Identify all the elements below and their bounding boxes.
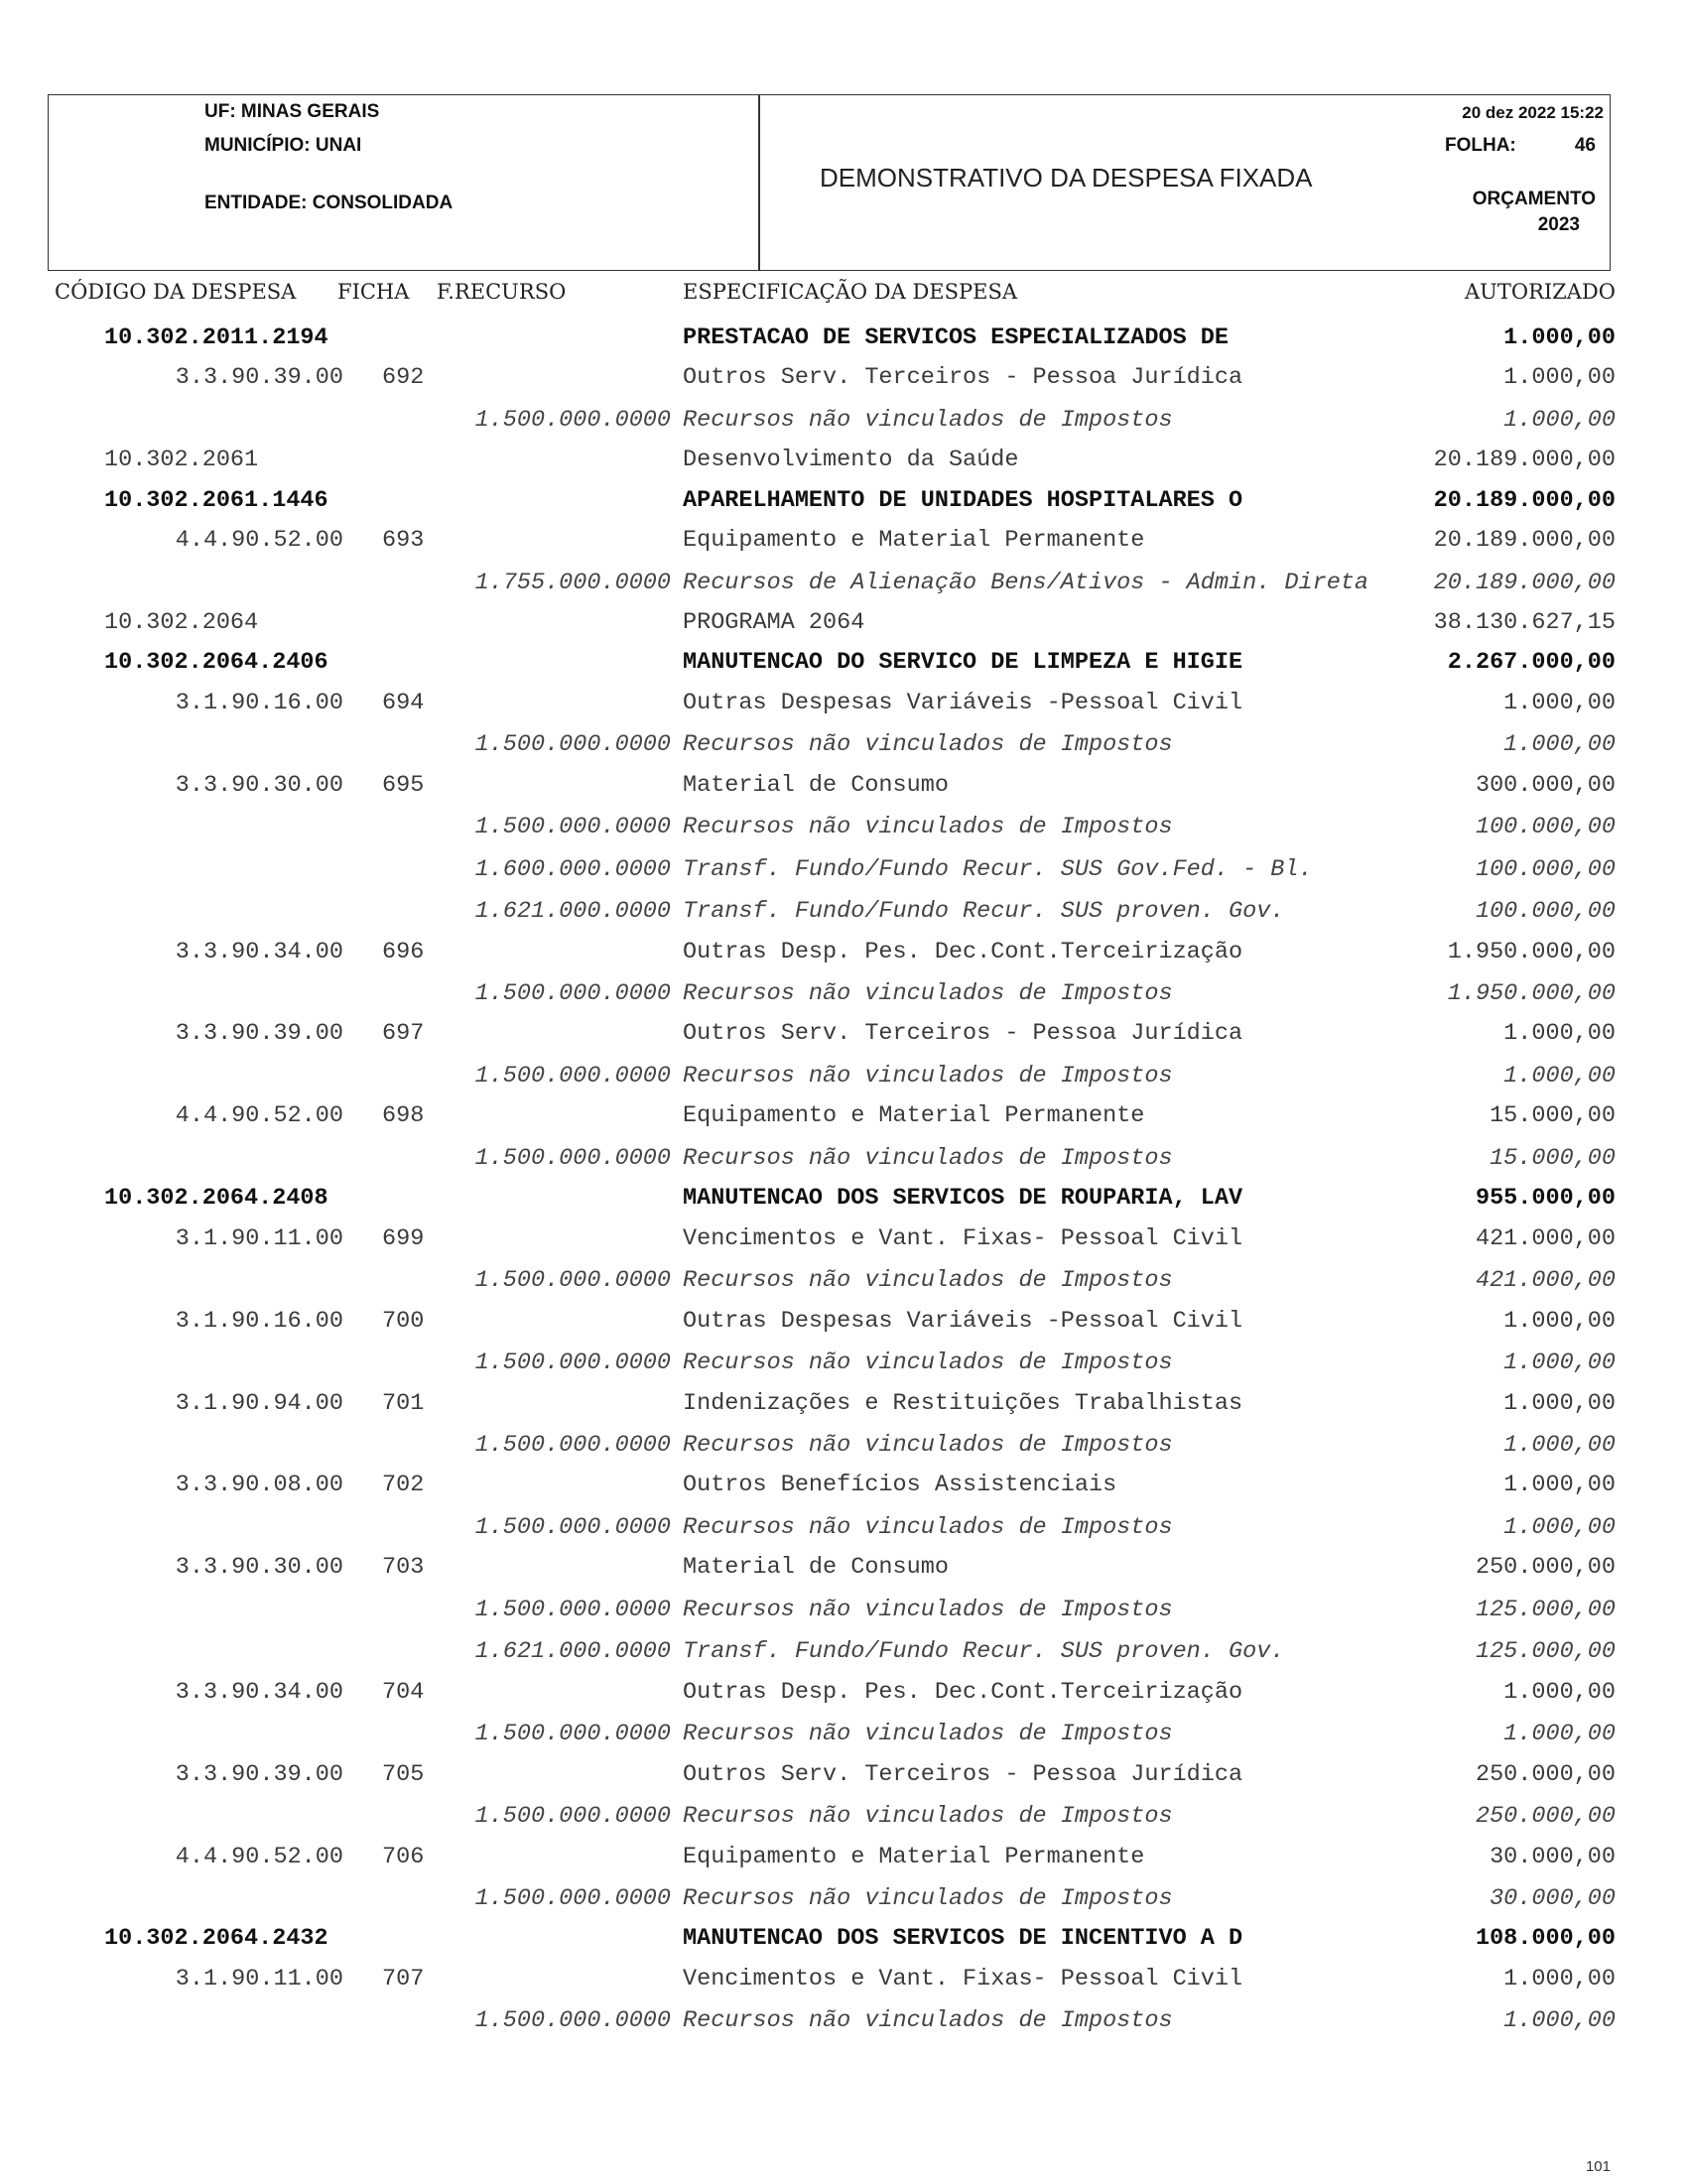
- authorized-value: 38.130.627,15: [1433, 609, 1616, 636]
- expense-specification: Recursos não vinculados de Impostos: [683, 1597, 1173, 1623]
- fonte-recurso: 1.500.000.0000: [474, 980, 671, 1007]
- authorized-value: 1.000,00: [1503, 1063, 1616, 1090]
- expense-specification: Recursos não vinculados de Impostos: [683, 1885, 1173, 1912]
- fonte-recurso: 1.500.000.0000: [474, 1721, 671, 1747]
- table-row: [0, 1803, 1688, 1841]
- authorized-value: 1.950.000,00: [1447, 980, 1616, 1007]
- expense-specification: Transf. Fundo/Fundo Recur. SUS proven. Gov.: [683, 898, 1285, 925]
- ficha-number: 706: [382, 1844, 425, 1870]
- authorized-value: 421.000,00: [1475, 1267, 1616, 1294]
- expense-code: 3.3.90.30.00: [175, 1554, 343, 1581]
- expense-specification: Transf. Fundo/Fundo Recur. SUS proven. Gov.: [683, 1638, 1285, 1665]
- authorized-value: 15.000,00: [1490, 1145, 1616, 1172]
- ficha-number: 694: [382, 690, 425, 716]
- table-row: [0, 1020, 1688, 1058]
- expense-specification: Outras Despesas Variáveis -Pessoal Civil: [683, 690, 1243, 716]
- fonte-recurso: 1.500.000.0000: [474, 1267, 671, 1294]
- header-divider: [758, 95, 760, 270]
- authorized-value: 108.000,00: [1475, 1925, 1616, 1952]
- table-row: [0, 1966, 1688, 2003]
- fonte-recurso: 1.500.000.0000: [474, 407, 671, 434]
- expense-code: 4.4.90.52.00: [175, 527, 343, 554]
- table-row: [0, 447, 1688, 484]
- table-row: [0, 407, 1688, 445]
- expense-specification: Vencimentos e Vant. Fixas- Pessoal Civil: [683, 1225, 1243, 1252]
- expense-specification: Outros Serv. Terceiros - Pessoa Jurídica: [683, 1761, 1243, 1788]
- table-row: [0, 1554, 1688, 1592]
- ficha-number: 702: [382, 1472, 425, 1498]
- folha-label: FOLHA:: [1445, 135, 1516, 156]
- authorized-value: 1.000,00: [1503, 407, 1616, 434]
- column-header-ficha: FICHA: [337, 280, 410, 304]
- table-row: [0, 1308, 1688, 1346]
- expense-code: 3.3.90.39.00: [175, 1020, 343, 1047]
- table-row: [0, 1761, 1688, 1799]
- ficha-number: 701: [382, 1390, 425, 1417]
- authorized-value: 250.000,00: [1475, 1803, 1616, 1830]
- fonte-recurso: 1.500.000.0000: [474, 1885, 671, 1912]
- expense-specification: Outros Serv. Terceiros - Pessoa Jurídica: [683, 1020, 1243, 1047]
- expense-specification: Desenvolvimento da Saúde: [683, 447, 1019, 473]
- report-header: [48, 94, 1611, 271]
- table-row: [0, 1885, 1688, 1923]
- table-row: [0, 856, 1688, 894]
- authorized-value: 250.000,00: [1475, 1554, 1616, 1581]
- column-header-autorizado: AUTORIZADO: [1464, 280, 1616, 304]
- table-row: [0, 1185, 1688, 1222]
- table-row: [0, 1349, 1688, 1387]
- expense-specification: Equipamento e Material Permanente: [683, 1844, 1145, 1870]
- fonte-recurso: 1.500.000.0000: [474, 1803, 671, 1830]
- table-row: [0, 1721, 1688, 1758]
- authorized-value: 1.000,00: [1503, 731, 1616, 758]
- uf-label: UF: MINAS GERAIS: [204, 101, 380, 122]
- fonte-recurso: 1.755.000.0000: [474, 570, 671, 596]
- table-row: [0, 1597, 1688, 1634]
- ficha-number: 697: [382, 1020, 425, 1047]
- expense-code: 3.3.90.34.00: [175, 939, 343, 965]
- table-row: [0, 527, 1688, 565]
- expense-specification: Recursos não vinculados de Impostos: [683, 980, 1173, 1007]
- expense-specification: MANUTENCAO DOS SERVICOS DE ROUPARIA, LAV: [683, 1185, 1243, 1212]
- expense-code: 10.302.2061: [104, 447, 259, 473]
- authorized-value: 20.189.000,00: [1433, 487, 1616, 514]
- expense-specification: Material de Consumo: [683, 772, 949, 799]
- authorized-value: 421.000,00: [1475, 1225, 1616, 1252]
- authorized-value: 15.000,00: [1490, 1102, 1616, 1129]
- expense-code: 4.4.90.52.00: [175, 1102, 343, 1129]
- report-title: DEMONSTRATIVO DA DESPESA FIXADA: [820, 163, 1313, 193]
- table-row: [0, 1514, 1688, 1552]
- table-row: [0, 814, 1688, 851]
- ficha-number: 696: [382, 939, 425, 965]
- expense-specification: Recursos não vinculados de Impostos: [683, 1145, 1173, 1172]
- authorized-value: 955.000,00: [1475, 1185, 1616, 1212]
- fonte-recurso: 1.500.000.0000: [474, 1514, 671, 1541]
- expense-specification: Recursos não vinculados de Impostos: [683, 731, 1173, 758]
- expense-code: 3.3.90.39.00: [175, 1761, 343, 1788]
- expense-specification: APARELHAMENTO DE UNIDADES HOSPITALARES O: [683, 487, 1243, 514]
- expense-specification: Recursos não vinculados de Impostos: [683, 2007, 1173, 2034]
- entidade-label: ENTIDADE: CONSOLIDADA: [204, 193, 454, 213]
- fonte-recurso: 1.600.000.0000: [474, 856, 671, 883]
- authorized-value: 250.000,00: [1475, 1761, 1616, 1788]
- table-row: [0, 690, 1688, 727]
- fonte-recurso: 1.621.000.0000: [474, 898, 671, 925]
- expense-specification: Recursos não vinculados de Impostos: [683, 1349, 1173, 1376]
- expense-specification: Vencimentos e Vant. Fixas- Pessoal Civil: [683, 1966, 1243, 1992]
- expense-code: 3.3.90.39.00: [175, 364, 343, 391]
- ficha-number: 693: [382, 527, 425, 554]
- authorized-value: 1.000,00: [1503, 1472, 1616, 1498]
- authorized-value: 100.000,00: [1475, 898, 1616, 925]
- ficha-number: 695: [382, 772, 425, 799]
- expense-code: 10.302.2064: [104, 609, 259, 636]
- authorized-value: 125.000,00: [1475, 1638, 1616, 1665]
- authorized-value: 1.000,00: [1503, 2007, 1616, 2034]
- orcamento-label: ORÇAMENTO: [1472, 189, 1596, 209]
- ficha-number: 692: [382, 364, 425, 391]
- expense-specification: Recursos não vinculados de Impostos: [683, 1514, 1173, 1541]
- expense-specification: Outras Despesas Variáveis -Pessoal Civil: [683, 1308, 1243, 1335]
- expense-code: 3.3.90.08.00: [175, 1472, 343, 1498]
- authorized-value: 20.189.000,00: [1433, 527, 1616, 554]
- table-row: [0, 1267, 1688, 1305]
- expense-code: 3.1.90.16.00: [175, 690, 343, 716]
- table-row: [0, 939, 1688, 976]
- table-row: [0, 772, 1688, 810]
- ficha-number: 704: [382, 1679, 425, 1706]
- municipio-label: MUNICÍPIO: UNAI: [204, 135, 362, 156]
- authorized-value: 300.000,00: [1475, 772, 1616, 799]
- table-row: [0, 731, 1688, 769]
- table-row: [0, 2007, 1688, 2045]
- table-row: [0, 1225, 1688, 1263]
- column-header-especificacao: ESPECIFICAÇÃO DA DESPESA: [683, 280, 1018, 304]
- table-row: [0, 649, 1688, 687]
- expense-code: 3.1.90.11.00: [175, 1966, 343, 1992]
- authorized-value: 125.000,00: [1475, 1597, 1616, 1623]
- authorized-value: 1.000,00: [1503, 690, 1616, 716]
- fonte-recurso: 1.500.000.0000: [474, 1432, 671, 1459]
- table-row: [0, 1638, 1688, 1676]
- fonte-recurso: 1.500.000.0000: [474, 1145, 671, 1172]
- table-row: [0, 898, 1688, 936]
- expense-specification: PRESTACAO DE SERVICOS ESPECIALIZADOS DE: [683, 324, 1229, 351]
- authorized-value: 20.189.000,00: [1433, 447, 1616, 473]
- authorized-value: 30.000,00: [1490, 1885, 1616, 1912]
- expense-code: 4.4.90.52.00: [175, 1844, 343, 1870]
- expense-code: 3.3.90.34.00: [175, 1679, 343, 1706]
- authorized-value: 1.000,00: [1503, 1390, 1616, 1417]
- expense-specification: Outras Desp. Pes. Dec.Cont.Terceirização: [683, 1679, 1243, 1706]
- expense-code: 3.3.90.30.00: [175, 772, 343, 799]
- ficha-number: 703: [382, 1554, 425, 1581]
- table-row: [0, 1102, 1688, 1140]
- ficha-number: 700: [382, 1308, 425, 1335]
- table-row: [0, 324, 1688, 362]
- authorized-value: 100.000,00: [1475, 856, 1616, 883]
- authorized-value: 1.000,00: [1503, 1432, 1616, 1459]
- expense-code: 10.302.2064.2432: [104, 1925, 328, 1952]
- expense-code: 3.1.90.94.00: [175, 1390, 343, 1417]
- authorized-value: 1.000,00: [1503, 1020, 1616, 1047]
- expense-specification: Outras Desp. Pes. Dec.Cont.Terceirização: [683, 939, 1243, 965]
- page-number: 101: [1585, 2158, 1611, 2175]
- expense-code: 3.1.90.16.00: [175, 1308, 343, 1335]
- folha-number: 46: [1574, 135, 1596, 156]
- authorized-value: 1.000,00: [1503, 1514, 1616, 1541]
- ficha-number: 707: [382, 1966, 425, 1992]
- fonte-recurso: 1.621.000.0000: [474, 1638, 671, 1665]
- fonte-recurso: 1.500.000.0000: [474, 731, 671, 758]
- fonte-recurso: 1.500.000.0000: [474, 1597, 671, 1623]
- table-row: [0, 1925, 1688, 1963]
- authorized-value: 100.000,00: [1475, 814, 1616, 840]
- fonte-recurso: 1.500.000.0000: [474, 1063, 671, 1090]
- expense-specification: Recursos não vinculados de Impostos: [683, 814, 1173, 840]
- authorized-value: 2.267.000,00: [1447, 649, 1616, 676]
- expense-specification: Recursos de Alienação Bens/Ativos - Admin. Direta: [683, 570, 1369, 596]
- expense-specification: Recursos não vinculados de Impostos: [683, 1721, 1173, 1747]
- expense-specification: Indenizações e Restituições Trabalhistas: [683, 1390, 1243, 1417]
- column-header-recurso: F.RECURSO: [437, 280, 567, 304]
- table-row: [0, 1844, 1688, 1881]
- expense-code: 3.1.90.11.00: [175, 1225, 343, 1252]
- orcamento-year: 2023: [1537, 214, 1580, 235]
- expense-specification: MANUTENCAO DOS SERVICOS DE INCENTIVO A D: [683, 1925, 1243, 1952]
- report-datetime: 20 dez 2022 15:22: [1462, 103, 1604, 122]
- authorized-value: 30.000,00: [1490, 1844, 1616, 1870]
- fonte-recurso: 1.500.000.0000: [474, 1349, 671, 1376]
- fonte-recurso: 1.500.000.0000: [474, 2007, 671, 2034]
- table-row: [0, 364, 1688, 402]
- authorized-value: 20.189.000,00: [1433, 570, 1616, 596]
- table-row: [0, 1432, 1688, 1470]
- table-row: [0, 1390, 1688, 1428]
- expense-specification: Recursos não vinculados de Impostos: [683, 1267, 1173, 1294]
- expense-specification: Equipamento e Material Permanente: [683, 527, 1145, 554]
- ficha-number: 699: [382, 1225, 425, 1252]
- expense-code: 10.302.2011.2194: [104, 324, 328, 351]
- expense-code: 10.302.2064.2406: [104, 649, 328, 676]
- expense-specification: PROGRAMA 2064: [683, 609, 865, 636]
- expense-specification: Recursos não vinculados de Impostos: [683, 407, 1173, 434]
- column-header-codigo: CÓDIGO DA DESPESA: [55, 280, 297, 304]
- authorized-value: 1.950.000,00: [1447, 939, 1616, 965]
- authorized-value: 1.000,00: [1503, 1679, 1616, 1706]
- expense-specification: Material de Consumo: [683, 1554, 949, 1581]
- expense-code: 10.302.2061.1446: [104, 487, 328, 514]
- expense-specification: Transf. Fundo/Fundo Recur. SUS Gov.Fed. - Bl.: [683, 856, 1313, 883]
- expense-specification: Equipamento e Material Permanente: [683, 1102, 1145, 1129]
- table-row: [0, 1472, 1688, 1509]
- fonte-recurso: 1.500.000.0000: [474, 814, 671, 840]
- table-row: [0, 1679, 1688, 1717]
- table-row: [0, 980, 1688, 1018]
- expense-specification: MANUTENCAO DO SERVICO DE LIMPEZA E HIGIE: [683, 649, 1243, 676]
- table-row: [0, 1063, 1688, 1100]
- expense-specification: Recursos não vinculados de Impostos: [683, 1803, 1173, 1830]
- authorized-value: 1.000,00: [1503, 1349, 1616, 1376]
- authorized-value: 1.000,00: [1503, 1721, 1616, 1747]
- authorized-value: 1.000,00: [1503, 364, 1616, 391]
- ficha-number: 705: [382, 1761, 425, 1788]
- authorized-value: 1.000,00: [1503, 324, 1616, 351]
- expense-specification: Recursos não vinculados de Impostos: [683, 1063, 1173, 1090]
- ficha-number: 698: [382, 1102, 425, 1129]
- expense-code: 10.302.2064.2408: [104, 1185, 328, 1212]
- expense-specification: Recursos não vinculados de Impostos: [683, 1432, 1173, 1459]
- table-row: [0, 570, 1688, 607]
- table-row: [0, 609, 1688, 647]
- authorized-value: 1.000,00: [1503, 1966, 1616, 1992]
- authorized-value: 1.000,00: [1503, 1308, 1616, 1335]
- expense-specification: Outros Benefícios Assistenciais: [683, 1472, 1117, 1498]
- table-row: [0, 487, 1688, 525]
- expense-specification: Outros Serv. Terceiros - Pessoa Jurídica: [683, 364, 1243, 391]
- table-row: [0, 1145, 1688, 1183]
